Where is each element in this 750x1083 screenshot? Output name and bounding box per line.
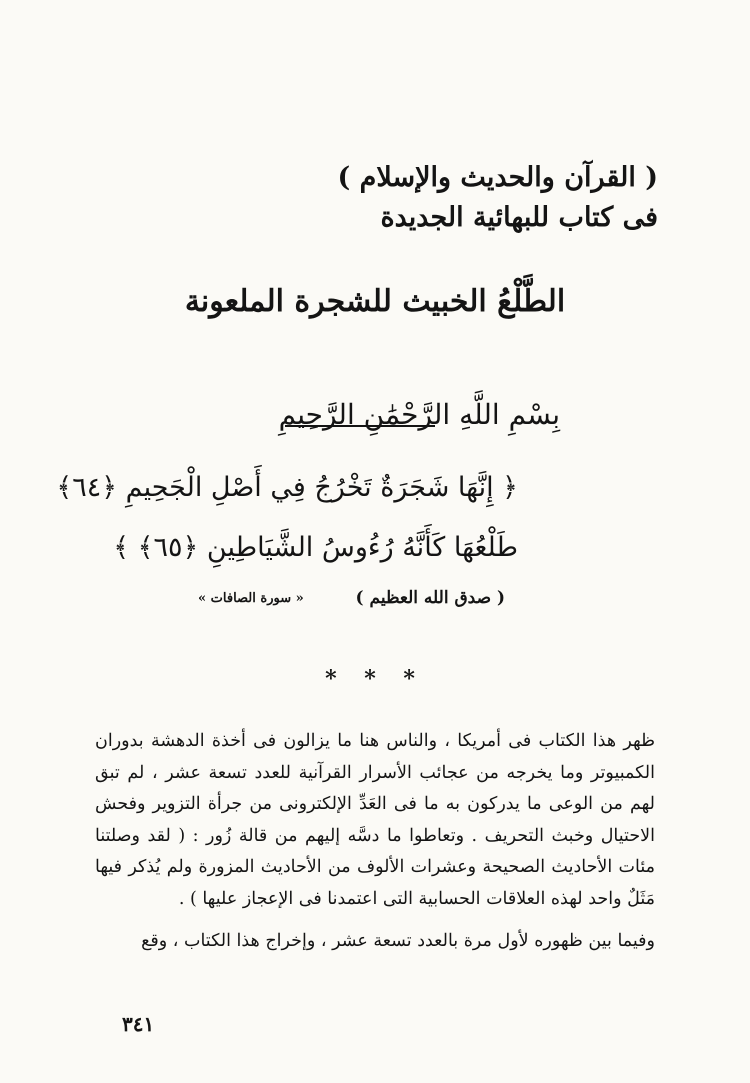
- basmala: بِسْمِ اللَّهِ الرَّحْمَٰنِ الرَّحِيمِ: [278, 398, 560, 431]
- title-line-1: ( القرآن والحديث والإسلام ): [337, 162, 658, 193]
- quran-verse-line-2: طَلْعُهَا كَأَنَّهُ رُءُوسُ الشَّيَاطِينِ ﴿٦٥﴾ ﴾: [113, 532, 518, 563]
- quran-verse-line-1: ﴿ إِنَّهَا شَجَرَةٌ تَخْرُجُ فِي أَصْلِ الْجَحِيمِ ﴿٦٤﴾: [56, 472, 518, 503]
- title-line-2: فى كتاب للبهائية الجديدة: [380, 202, 658, 233]
- body-paragraph-2: وفيما بين ظهوره لأول مرة بالعدد تسعة عشر ، وإخراج هذا الكتاب ، وقع: [141, 931, 655, 951]
- body-paragraph-1: ظهر هذا الكتاب فى أمريكا ، والناس هنا ما يزالون فى أخذة الدهشة بدوران الكمبيوتر وما يخرجه من عجائب الأسرار القرآنية للعدد تسعة عشر ، لم تبق لهم من الوعى ما يدركون به ما فى العَدِّ الإلكترونى من جرأة التزوير وفحش الاحتيال وخبث التحريف . وتعاطوا ما دسَّه إليهم من قالة زُور : ( لقد وصلتنا مئات الأحاديث الصحيحة وعشرات الألوف من الأحاديث المزورة ولم يُذكر فيها مَثَلٌ واحد لهذه العلاقات الحسابية التى اعتمدنا فى الإعجاز عليها ) .: [95, 731, 655, 909]
- main-title: الطَّلْعُ الخبيث للشجرة الملعونة: [184, 284, 566, 319]
- section-separator: * * *: [325, 666, 425, 692]
- page-number: ٣٤١: [122, 1012, 155, 1036]
- sura-reference: « سورة الصافات »: [198, 591, 304, 606]
- sadaqa-allah-note: ( صدق الله العظيم ): [355, 588, 505, 608]
